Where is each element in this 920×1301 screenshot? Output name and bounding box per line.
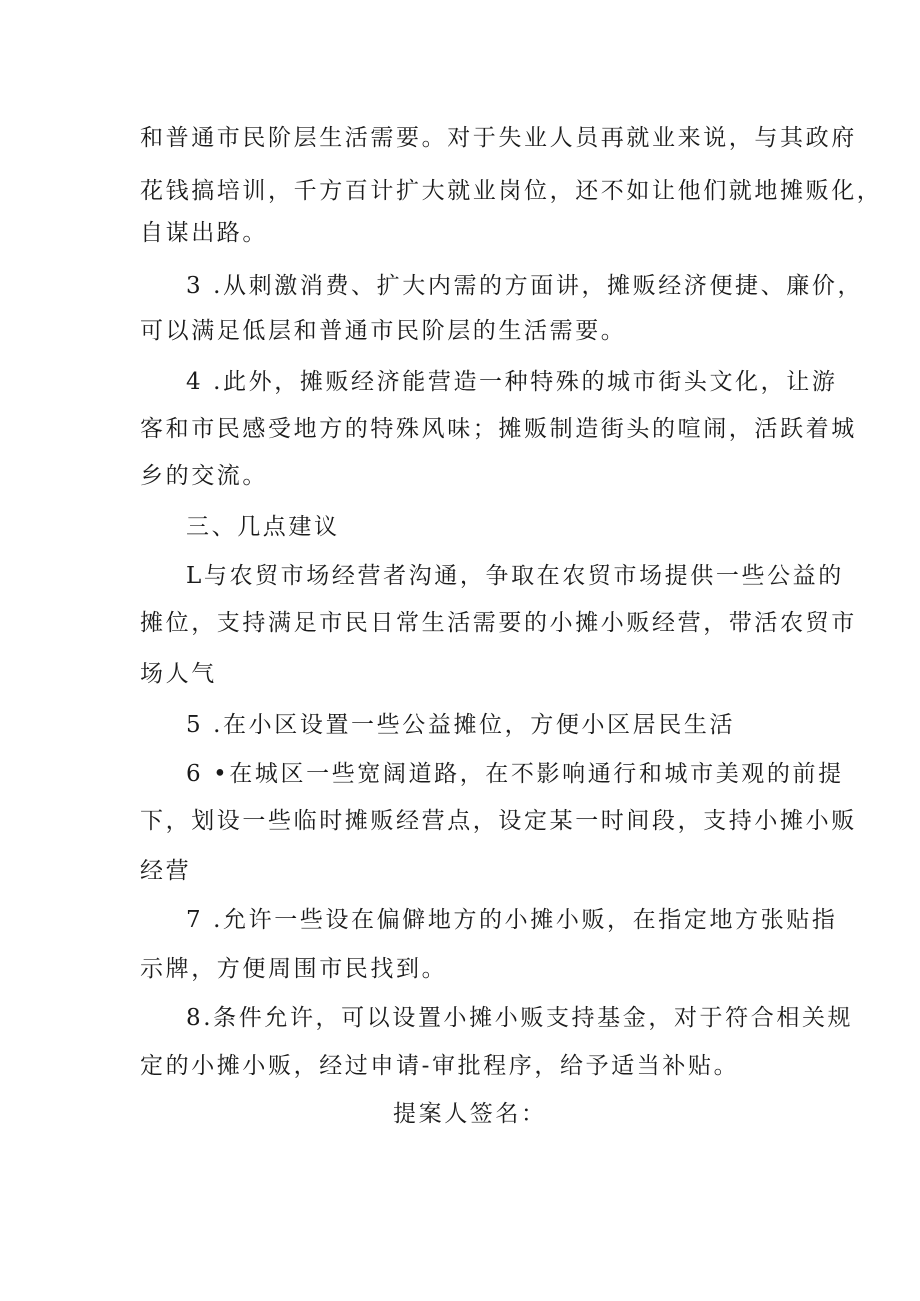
paragraph-line: 自谋出路。 xyxy=(140,220,268,246)
paragraph-line: 下，划设一些临时摊贩经营点，设定某一时间段，支持小摊小贩 xyxy=(140,808,857,834)
paragraph-line: 4 .此外，摊贩经济能营造一种特殊的城市街头文化，让游 xyxy=(186,369,838,395)
paragraph-line: 3 .从刺激消费、扩大内需的方面讲，摊贩经济便捷、廉价， xyxy=(186,273,864,299)
paragraph-line: 乡的交流。 xyxy=(140,463,268,489)
section-heading: 三、几点建议 xyxy=(186,514,340,540)
paragraph-line: 7 .允许一些设在偏僻地方的小摊小贩，在指定地方张贴指 xyxy=(186,907,838,933)
paragraph-line: 定的小摊小贩，经过申请-审批程序，给予适当补贴。 xyxy=(140,1053,740,1079)
paragraph-line: 经营 xyxy=(140,858,192,884)
paragraph-line: 6 •在城区一些宽阔道路，在不影响通行和城市美观的前提 xyxy=(186,761,844,787)
paragraph-line: L与农贸市场经营者沟通，争取在农贸市场提供一些公益的 xyxy=(186,563,844,589)
signature-label: 提案人签名： xyxy=(393,1101,547,1127)
paragraph-line: 花钱搞培训，千方百计扩大就业岗位，还不如让他们就地摊贩化， xyxy=(140,178,883,204)
paragraph-line: 5 .在小区设置一些公益摊位，方便小区居民生活 xyxy=(186,712,736,738)
paragraph-line: 可以满足低层和普通市民阶层的生活需要。 xyxy=(140,318,627,344)
paragraph-line: 8.条件允许，可以设置小摊小贩支持基金，对于符合相关规 xyxy=(186,1005,854,1031)
paragraph-line: 场人气 xyxy=(140,661,217,687)
paragraph-line: 客和市民感受地方的特殊风味；摊贩制造街头的喧闹，活跃着城 xyxy=(140,416,857,442)
paragraph-line: 摊位，支持满足市民日常生活需要的小摊小贩经营，带活农贸市 xyxy=(140,610,857,636)
paragraph-line: 示牌，方便周围市民找到。 xyxy=(140,956,448,982)
paragraph-line: 和普通市民阶层生活需要。对于失业人员再就业来说，与其政府 xyxy=(140,125,857,151)
